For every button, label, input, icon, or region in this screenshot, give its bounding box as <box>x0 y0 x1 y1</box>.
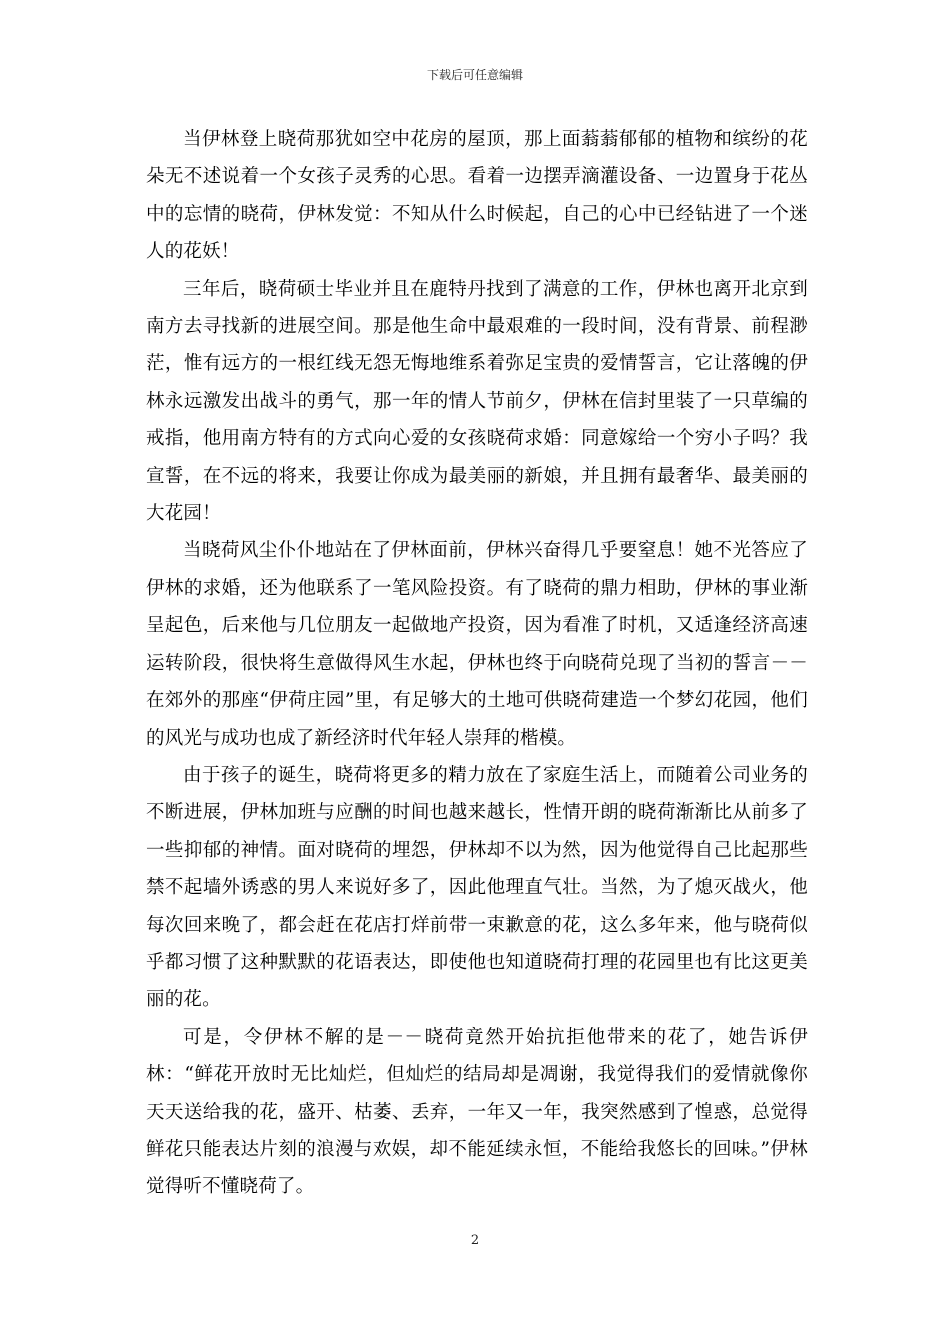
page-header: 下载后可任意编辑 <box>426 68 523 82</box>
document-body <box>146 121 808 1206</box>
paragraph-5: 可是，令伊林不解的是－－晓荷竟然开始抗拒他带来的花了，她告诉伊林：“鲜花开放时无比灿烂，但灿烂的结局却是凋谢，我觉得我们的爱情就像你天天送给我的花，盛开、枯萎、丢弃，一年又一年，我突然感到了惶惑，总觉得鲜花只能表达片刻的浪漫与欢娱，却不能延续永恒，不能给我悠长的回味。”伊林觉得听不懂晓荷了。 <box>146 1026 808 1198</box>
paragraph-3: 当晓荷风尘仆仆地站在了伊林面前，伊林兴奋得几乎要窒息！她不光答应了伊林的求婚，还为他联系了一笔风险投资。有了晓荷的鼎力相助，伊林的事业渐呈起色，后来他与几位朋友一起做地产投资，因为看准了时机，又适逢经济高速运转阶段，很快将生意做得风生水起，伊林也终于向晓荷兑现了当初的誓言－－在郊外的那座“伊荷庄园”里，有足够大的土地可供晓荷建造一个梦幻花园，他们的风光与成功也成了新经济时代年轻人崇拜的楷模。 <box>146 540 808 749</box>
paragraph-2: 三年后，晓荷硕士毕业并且在鹿特丹找到了满意的工作，伊林也离开北京到南方去寻找新的进展空间。那是他生命中最艰难的一段时间，没有背景、前程渺茫，惟有远方的一根红线无怨无悔地维系着弥足宝贵的爱情誓言，它让落魄的伊林永远激发出战斗的勇气，那一年的情人节前夕，伊林在信封里装了一只草编的戒指，他用南方特有的方式向心爱的女孩晓荷求婚：同意嫁给一个穷小子吗？我宣誓，在不远的将来，我要让你成为最美丽的新娘，并且拥有最奢华、最美丽的大花园！ <box>146 278 808 525</box>
paragraph-4: 由于孩子的诞生，晓荷将更多的精力放在了家庭生活上，而随着公司业务的不断进展，伊林加班与应酬的时间也越来越长，性情开朗的晓荷渐渐比从前多了一些抑郁的神情。面对晓荷的埋怨，伊林却不以为然，因为他觉得自己比起那些禁不起墙外诱惑的男人来说好多了，因此他理直气壮。当然，为了熄灭战火，他每次回来晚了，都会赶在花店打烊前带一束歉意的花，这么多年来，他与晓荷似乎都习惯了这种默默的花语表达，即使他也知道晓荷打理的花园里也有比这更美丽的花。 <box>146 764 808 1011</box>
page-number: 2 <box>470 1233 480 1248</box>
paragraph-1: 当伊林登上晓荷那犹如空中花房的屋顶，那上面蓊蓊郁郁的植物和缤纷的花朵无不述说着一个女孩子灵秀的心思。看着一边摆弄滴灌设备、一边置身于花丛中的忘情的晓荷，伊林发觉：不知从什么时候起，自己的心中已经钻进了一个迷人的花妖！ <box>146 129 808 263</box>
